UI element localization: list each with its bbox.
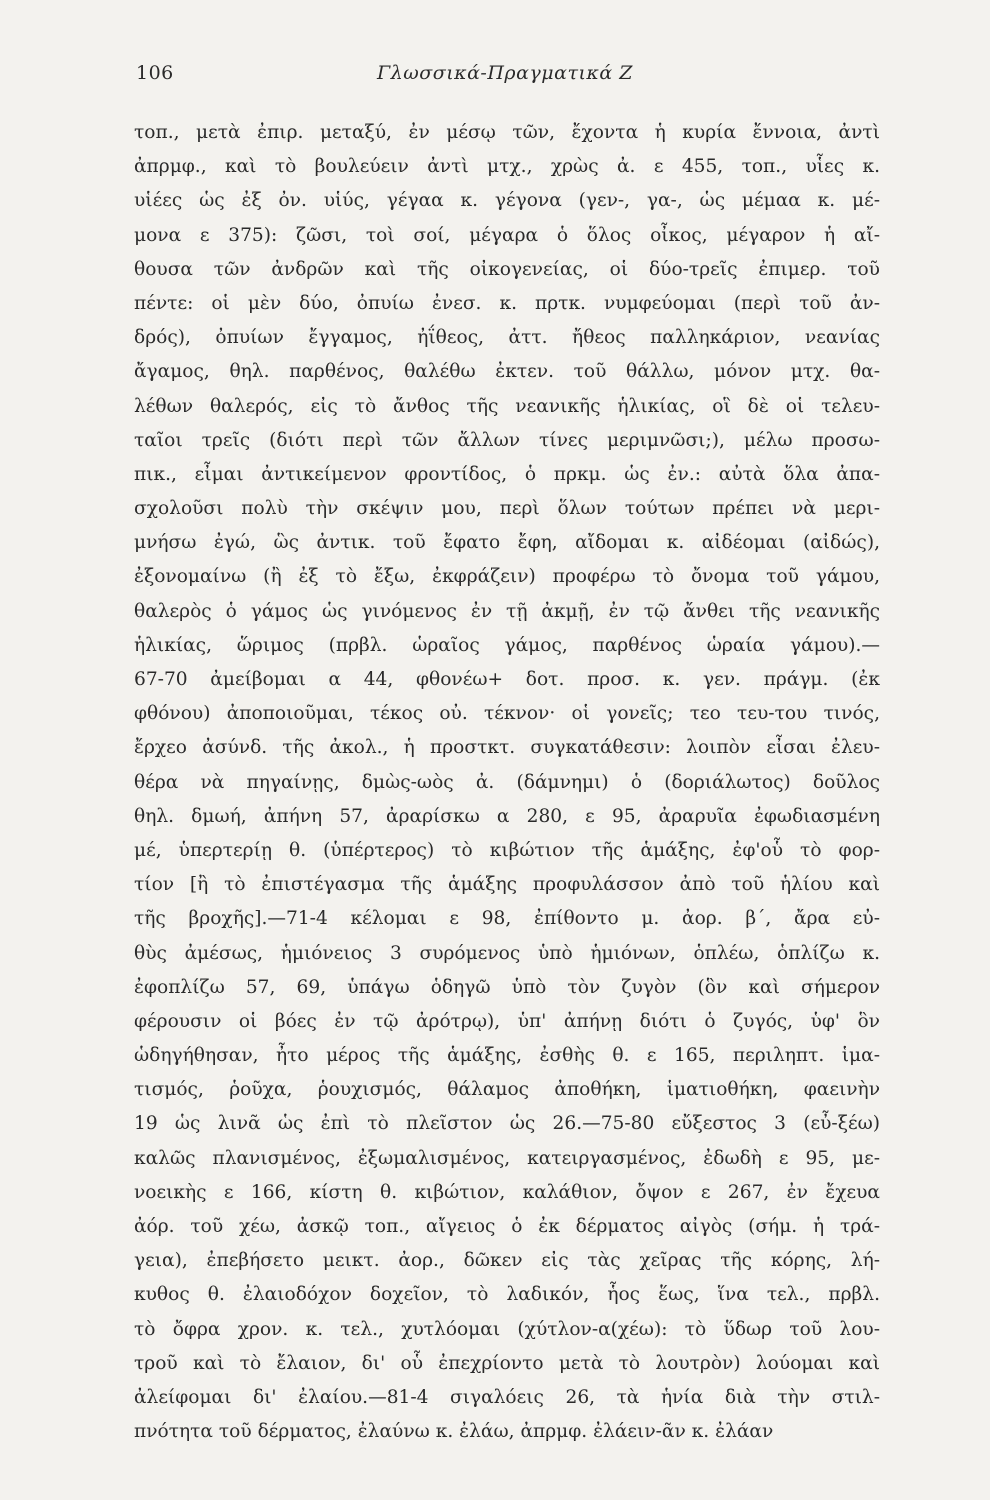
text-line: πέντε: οἱ μὲν δύο, ὀπυίω ἐνεσ. κ. πρτκ. νυμφεύομαι (περὶ τοῦ ἀν- bbox=[134, 292, 880, 314]
text-line: 19 ὡς λινᾶ ὡς ἐπὶ τὸ πλεῖστον ὡς 26.—75-80 εὔξεστος 3 (εὖ-ξέω) bbox=[134, 1113, 880, 1135]
page-number: 106 bbox=[136, 62, 174, 84]
text-line: θουσα τῶν ἀνδρῶν καὶ τῆς οἰκογενείας, οἱ δύο-τρεῖς ἐπιμερ. τοῦ bbox=[134, 258, 880, 280]
text-line: ἀλείφομαι δι' ἐλαίου.—81-4 σιγαλόεις 26, τὰ ἡνία διὰ τὴν στιλ- bbox=[134, 1386, 880, 1408]
text-line: κυθος θ. ἐλαιοδόχον δοχεῖον, τὸ λαδικόν, ἧος ἕως, ἵνα τελ., πρβλ. bbox=[134, 1284, 880, 1306]
text-line: 67-70 ἀμείβομαι α 44, φθονέω+ δοτ. προσ. κ. γεν. πράγμ. (ἐκ bbox=[134, 669, 880, 690]
text-line: τίον [ἢ τὸ ἐπιστέγασμα τῆς ἁμάξης προφυλάσσον ἀπὸ τοῦ ἡλίου καὶ bbox=[134, 874, 880, 896]
running-title: Γλωσσικά-Πραγματικά Ζ bbox=[377, 62, 633, 84]
text-line: τῆς βροχῆς].—71-4 κέλομαι ε 98, ἐπίθοντο μ. ἀορ. β΄, ἄρα εὐ- bbox=[134, 908, 880, 930]
text-line: θέρα νὰ πηγαίνῃς, δμὼς-ωὸς ἀ. (δάμνημι) ὁ (δοριάλωτος) δοῦλος bbox=[134, 771, 880, 793]
commentary-text bbox=[134, 116, 880, 1449]
text-line: γεια), ἐπεβήσετο μεικτ. ἀορ., δῶκεν εἰς τὰς χεῖρας τῆς κόρης, λή- bbox=[134, 1250, 880, 1272]
text-line: ὡδηγήθησαν, ἦτο μέρος τῆς ἁμάξης, ἐσθὴς θ. ε 165, περιληπτ. ἱμα- bbox=[134, 1045, 880, 1067]
text-line: τοπ., μετὰ ἐπιρ. μεταξύ, ἐν μέσῳ τῶν, ἔχοντα ἡ κυρία ἔννοια, ἀντὶ bbox=[134, 122, 880, 143]
text-line: υἱέες ὡς ἐξ ὀν. υἱύς, γέγαα κ. γέγονα (γεν-, γα-, ὡς μέμαα κ. μέ- bbox=[134, 190, 880, 212]
text-line: λέθων θαλερός, εἰς τὸ ἄνθος τῆς νεανικῆς ἡλικίας, οἳ δὲ οἱ τελευ- bbox=[134, 395, 880, 417]
text-line: ἐξονομαίνω (ἢ ἐξ τὸ ἔξω, ἐκφράζειν) προφέρω τὸ ὄνομα τοῦ γάμου, bbox=[134, 566, 880, 588]
text-line: καλῶς πλανισμένος, ἐξωμαλισμένος, κατειργασμένος, ἐδωδὴ ε 95, με- bbox=[134, 1147, 880, 1169]
text-line: ἐφοπλίζω 57, 69, ὑπάγω ὁδηγῶ ὑπὸ τὸν ζυγὸν (ὃν καὶ σήμερον bbox=[134, 976, 880, 998]
text-line: δρός), ὀπυίων ἔγγαμος, ἠΐθεος, ἀττ. ἤθεος παλληκάριον, νεανίας bbox=[134, 327, 880, 349]
text-line: ἀόρ. τοῦ χέω, ἀσκῷ τοπ., αἴγειος ὁ ἐκ δέρματος αἰγὸς (σήμ. ἡ τρά- bbox=[134, 1216, 880, 1237]
text-line: τροῦ καὶ τὸ ἔλαιον, δι' οὗ ἐπεχρίοντο μετὰ τὸ λουτρὸν) λούομαι καὶ bbox=[134, 1352, 880, 1374]
text-line: μνήσω ἐγώ, ὣς ἀντικ. τοῦ ἔφατο ἔφη, αἴδομαι κ. αἰδέομαι (αἰδώς), bbox=[134, 532, 880, 554]
text-line: τὸ ὄφρα χρον. κ. τελ., χυτλόομαι (χύτλον-α(χέω): τὸ ὕδωρ τοῦ λου- bbox=[134, 1318, 880, 1340]
text-line: ἡλικίας, ὥριμος (πρβλ. ὡραῖος γάμος, παρθένος ὡραία γάμου).— bbox=[134, 634, 880, 656]
text-line: μονα ε 375): ζῶσι, τοὶ σοί, μέγαρα ὁ ὅλος οἶκος, μέγαρον ἡ αἴ- bbox=[134, 224, 880, 246]
text-line: θὺς ἀμέσως, ἡμιόνειος 3 συρόμενος ὑπὸ ἡμιόνων, ὁπλέω, ὁπλίζω κ. bbox=[134, 942, 880, 964]
text-line: ἀπρμφ., καὶ τὸ βουλεύειν ἀντὶ μτχ., χρὼς ἀ. ε 455, τοπ., υἷες κ. bbox=[134, 156, 880, 178]
text-line: μέ, ὑπερτερίῃ θ. (ὑπέρτερος) τὸ κιβώτιον τῆς ἁμάξης, ἐφ'οὗ τὸ φορ- bbox=[134, 839, 880, 861]
text-line: τισμός, ῥοῦχα, ῥουχισμός, θάλαμος ἀποθήκη, ἱματιοθήκη, φαεινὴν bbox=[134, 1079, 880, 1101]
text-line: νοεικὴς ε 166, κίστη θ. κιβώτιον, καλάθιον, ὄψον ε 267, ἐν ἔχευα bbox=[134, 1181, 880, 1203]
text-line: θαλερὸς ὁ γάμος ὡς γινόμενος ἐν τῇ ἀκμῇ, ἐν τῷ ἄνθει τῆς νεανικῆς bbox=[134, 600, 880, 622]
text-line: θηλ. δμωή, ἀπήνη 57, ἀραρίσκω α 280, ε 95, ἀραρυῖα ἐφωδιασμένη bbox=[134, 805, 880, 827]
text-line: ταῖοι τρεῖς (διότι περὶ τῶν ἄλλων τίνες μεριμνῶσι;), μέλω προσω- bbox=[134, 429, 880, 451]
text-line: φέρουσιν οἱ βόες ἐν τῷ ἀρότρῳ), ὑπ' ἀπήνῃ διότι ὁ ζυγός, ὑφ' ὃν bbox=[134, 1010, 880, 1032]
text-line: σχολοῦσι πολὺ τὴν σκέψιν μου, περὶ ὅλων τούτων πρέπει νὰ μερι- bbox=[134, 498, 880, 520]
text-line: ἔρχεο ἀσύνδ. τῆς ἀκολ., ἡ προστκτ. συγκατάθεσιν: λοιπὸν εἶσαι ἐλευ- bbox=[134, 737, 880, 759]
page-header bbox=[136, 62, 874, 92]
text-line: πικ., εἶμαι ἀντικείμενον φροντίδος, ὁ πρκμ. ὡς ἐν.: αὐτὰ ὅλα ἀπα- bbox=[134, 463, 880, 485]
text-line: πνότητα τοῦ δέρματος, ἐλαύνω κ. ἐλάω, ἀπρμφ. ἐλάειν-ᾶν κ. ἐλάαν bbox=[134, 1421, 774, 1443]
text-line: ἄγαμος, θηλ. παρθένος, θαλέθω ἐκτεν. τοῦ θάλλω, μόνον μτχ. θα- bbox=[134, 361, 880, 383]
text-line: φθόνου) ἀποποιοῦμαι, τέκος οὐ. τέκνον· οἱ γονεῖς; τεο τευ-του τινός, bbox=[134, 703, 880, 725]
